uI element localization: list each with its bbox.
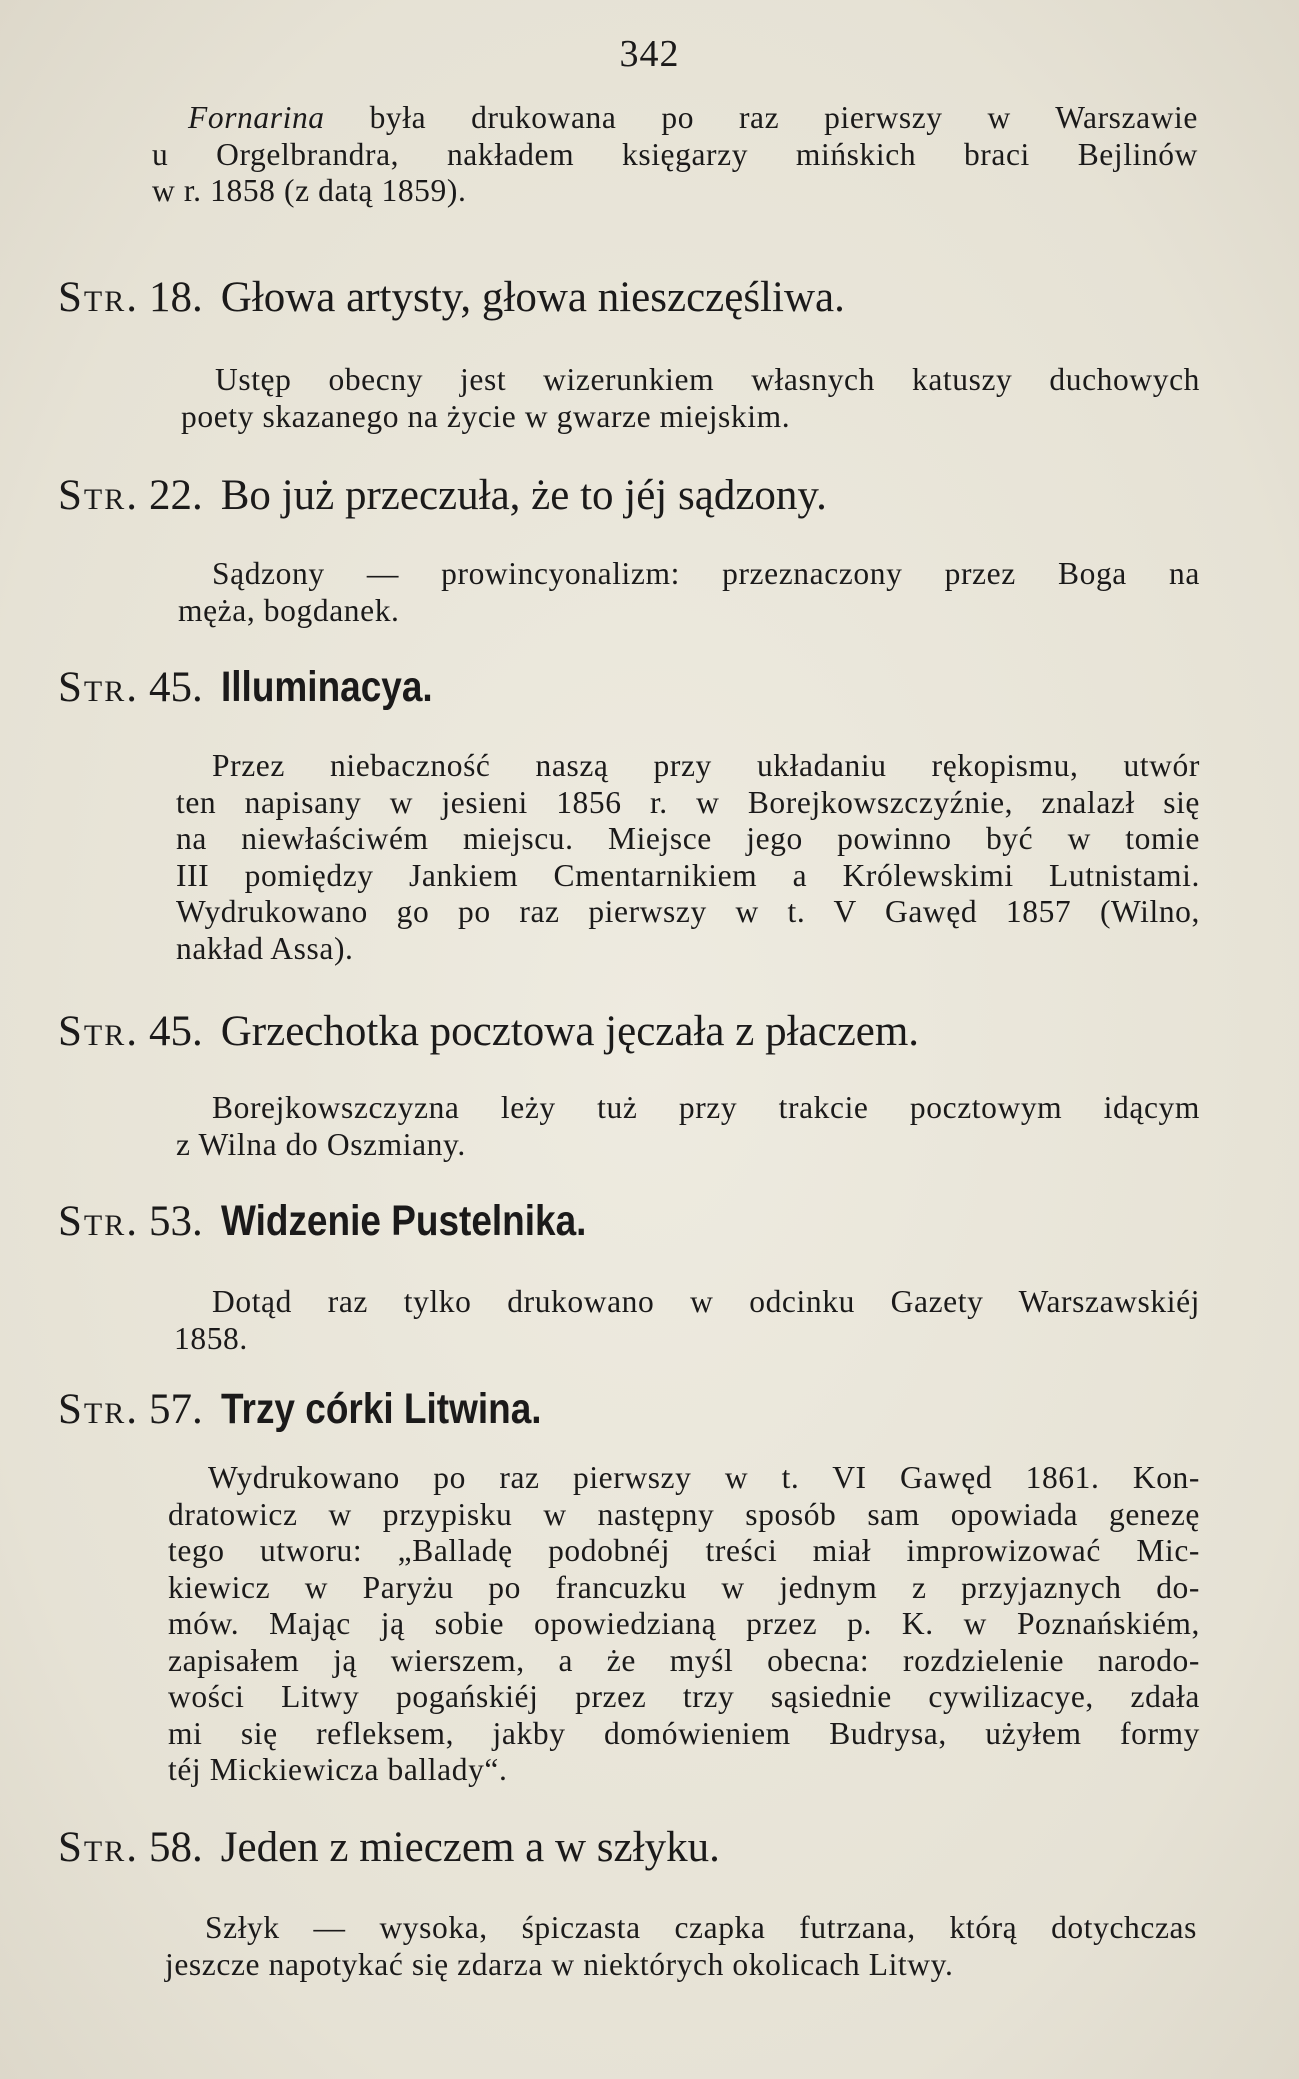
entry-heading	[58, 276, 1238, 319]
entry-title: Widzenie Pustelnika.	[220, 1197, 587, 1245]
body-line: Wydrukowano po raz pierwszy w t. VI Gawęd 1861. Kon-	[208, 1460, 1200, 1495]
entry-body	[168, 1460, 1200, 1789]
fornarina-title: Fornarina	[188, 100, 325, 135]
str-label: Str.	[58, 1198, 139, 1245]
str-label: Str.	[58, 1008, 139, 1055]
body-line: wości Litwy pogańskiéj przez trzy sąsiednie cywilizacye, zdała	[168, 1679, 1200, 1714]
str-label: Str.	[58, 472, 139, 519]
body-line: na niewłaściwém miejscu. Miejsce jego powinno być w tomie	[176, 821, 1200, 856]
body-line: III pomiędzy Jankiem Cmentarnikiem a Królewskimi Lutnistami.	[176, 857, 1200, 893]
body-line: mi się refleksem, jakby domówieniem Budrysa, użyłem formy	[168, 1715, 1200, 1751]
page-ref: 57.	[149, 1386, 203, 1433]
str-label: Str.	[58, 1824, 139, 1871]
body-line: ten napisany w jesieni 1856 r. w Borejkowszczyźnie, znalazł się	[176, 784, 1200, 820]
intro-line: u Orgelbrandra, nakładem księgarzy mińskich braci Bejlinów	[152, 136, 1198, 172]
body-line: nakład Assa).	[176, 930, 354, 966]
entry-heading	[58, 1197, 1238, 1245]
entry-body	[176, 1090, 1200, 1163]
body-line: zapisałem ją wierszem, a że myśl obecna: rozdzielenie narodo-	[168, 1642, 1200, 1678]
entry-title: Bo już przeczuła, że to jéj sądzony.	[220, 472, 827, 519]
body-line: 1858.	[174, 1320, 248, 1356]
intro-line	[188, 100, 1198, 137]
page-ref: 22.	[149, 472, 203, 519]
entry-body	[174, 1284, 1200, 1357]
page-number: 342	[619, 33, 680, 75]
entry-title: Głowa artysty, głowa nieszczęśliwa.	[220, 274, 845, 321]
body-line: Przez niebaczność naszą przy układaniu rękopismu, utwór	[212, 748, 1200, 783]
entry-body	[181, 362, 1200, 435]
body-line: Borejkowszczyzna leży tuż przy trakcie pocztowym idącym	[212, 1090, 1200, 1125]
entry-heading	[58, 1826, 1238, 1869]
body-line: z Wilna do Oszmiany.	[176, 1126, 466, 1162]
body-line: téj Mickiewicza ballady“.	[168, 1752, 508, 1787]
entry-heading	[58, 474, 1238, 517]
body-line: Szłyk — wysoka, śpiczasta czapka futrzana, którą dotychczas	[205, 1910, 1197, 1945]
body-line: męża, bogdanek.	[178, 592, 400, 628]
body-line: mów. Mając ją sobie opowiedzianą przez p. K. w Poznańskiém,	[168, 1606, 1200, 1641]
entry-body	[178, 556, 1200, 629]
page-ref: 18.	[149, 274, 203, 321]
body-line: Sądzony — prowincyonalizm: przeznaczony przez Boga na	[212, 556, 1200, 591]
body-line: jeszcze napotykać się zdarza w niektórych okolicach Litwy.	[165, 1946, 954, 1982]
page-ref: 45.	[149, 1008, 203, 1055]
body-line: Wydrukowano go po raz pierwszy w t. V Gawęd 1857 (Wilno,	[176, 894, 1200, 929]
str-label: Str.	[58, 664, 139, 711]
body-line: tego utworu: „Balladę podobnéj treści miał improwizować Mic-	[168, 1533, 1200, 1568]
str-label: Str.	[58, 274, 139, 321]
body-line: Ustęp obecny jest wizerunkiem własnych katuszy duchowych	[215, 362, 1200, 397]
page-ref: 58.	[149, 1824, 203, 1871]
body-line: kiewicz w Paryżu po francuzku w jednym z przyjaznych do-	[168, 1569, 1200, 1605]
entry-body	[165, 1910, 1197, 1983]
page-ref: 53.	[149, 1198, 203, 1245]
intro-line: w r. 1858 (z datą 1859).	[152, 173, 467, 208]
entry-heading	[58, 1010, 1238, 1053]
body-line: poety skazanego na życie w gwarze miejskim.	[181, 398, 791, 434]
entry-heading	[58, 663, 1238, 711]
entry-title: Jeden z mieczem a w szłyku.	[220, 1824, 720, 1871]
page-ref: 45.	[149, 664, 203, 711]
intro-text: była drukowana po raz pierwszy w Warszawie	[324, 100, 1198, 135]
entry-body	[176, 748, 1200, 967]
entry-heading	[58, 1385, 1238, 1433]
entry-title: Grzechotka pocztowa jęczała z płaczem.	[220, 1008, 920, 1055]
entry-title: Trzy córki Litwina.	[220, 1385, 542, 1433]
body-line: dratowicz w przypisku w następny sposób sam opowiada genezę	[168, 1496, 1200, 1532]
str-label: Str.	[58, 1386, 139, 1433]
entry-title: Illuminacya.	[220, 663, 433, 711]
body-line: Dotąd raz tylko drukowano w odcinku Gazety Warszawskiéj	[212, 1284, 1200, 1319]
intro-paragraph	[152, 100, 1198, 210]
